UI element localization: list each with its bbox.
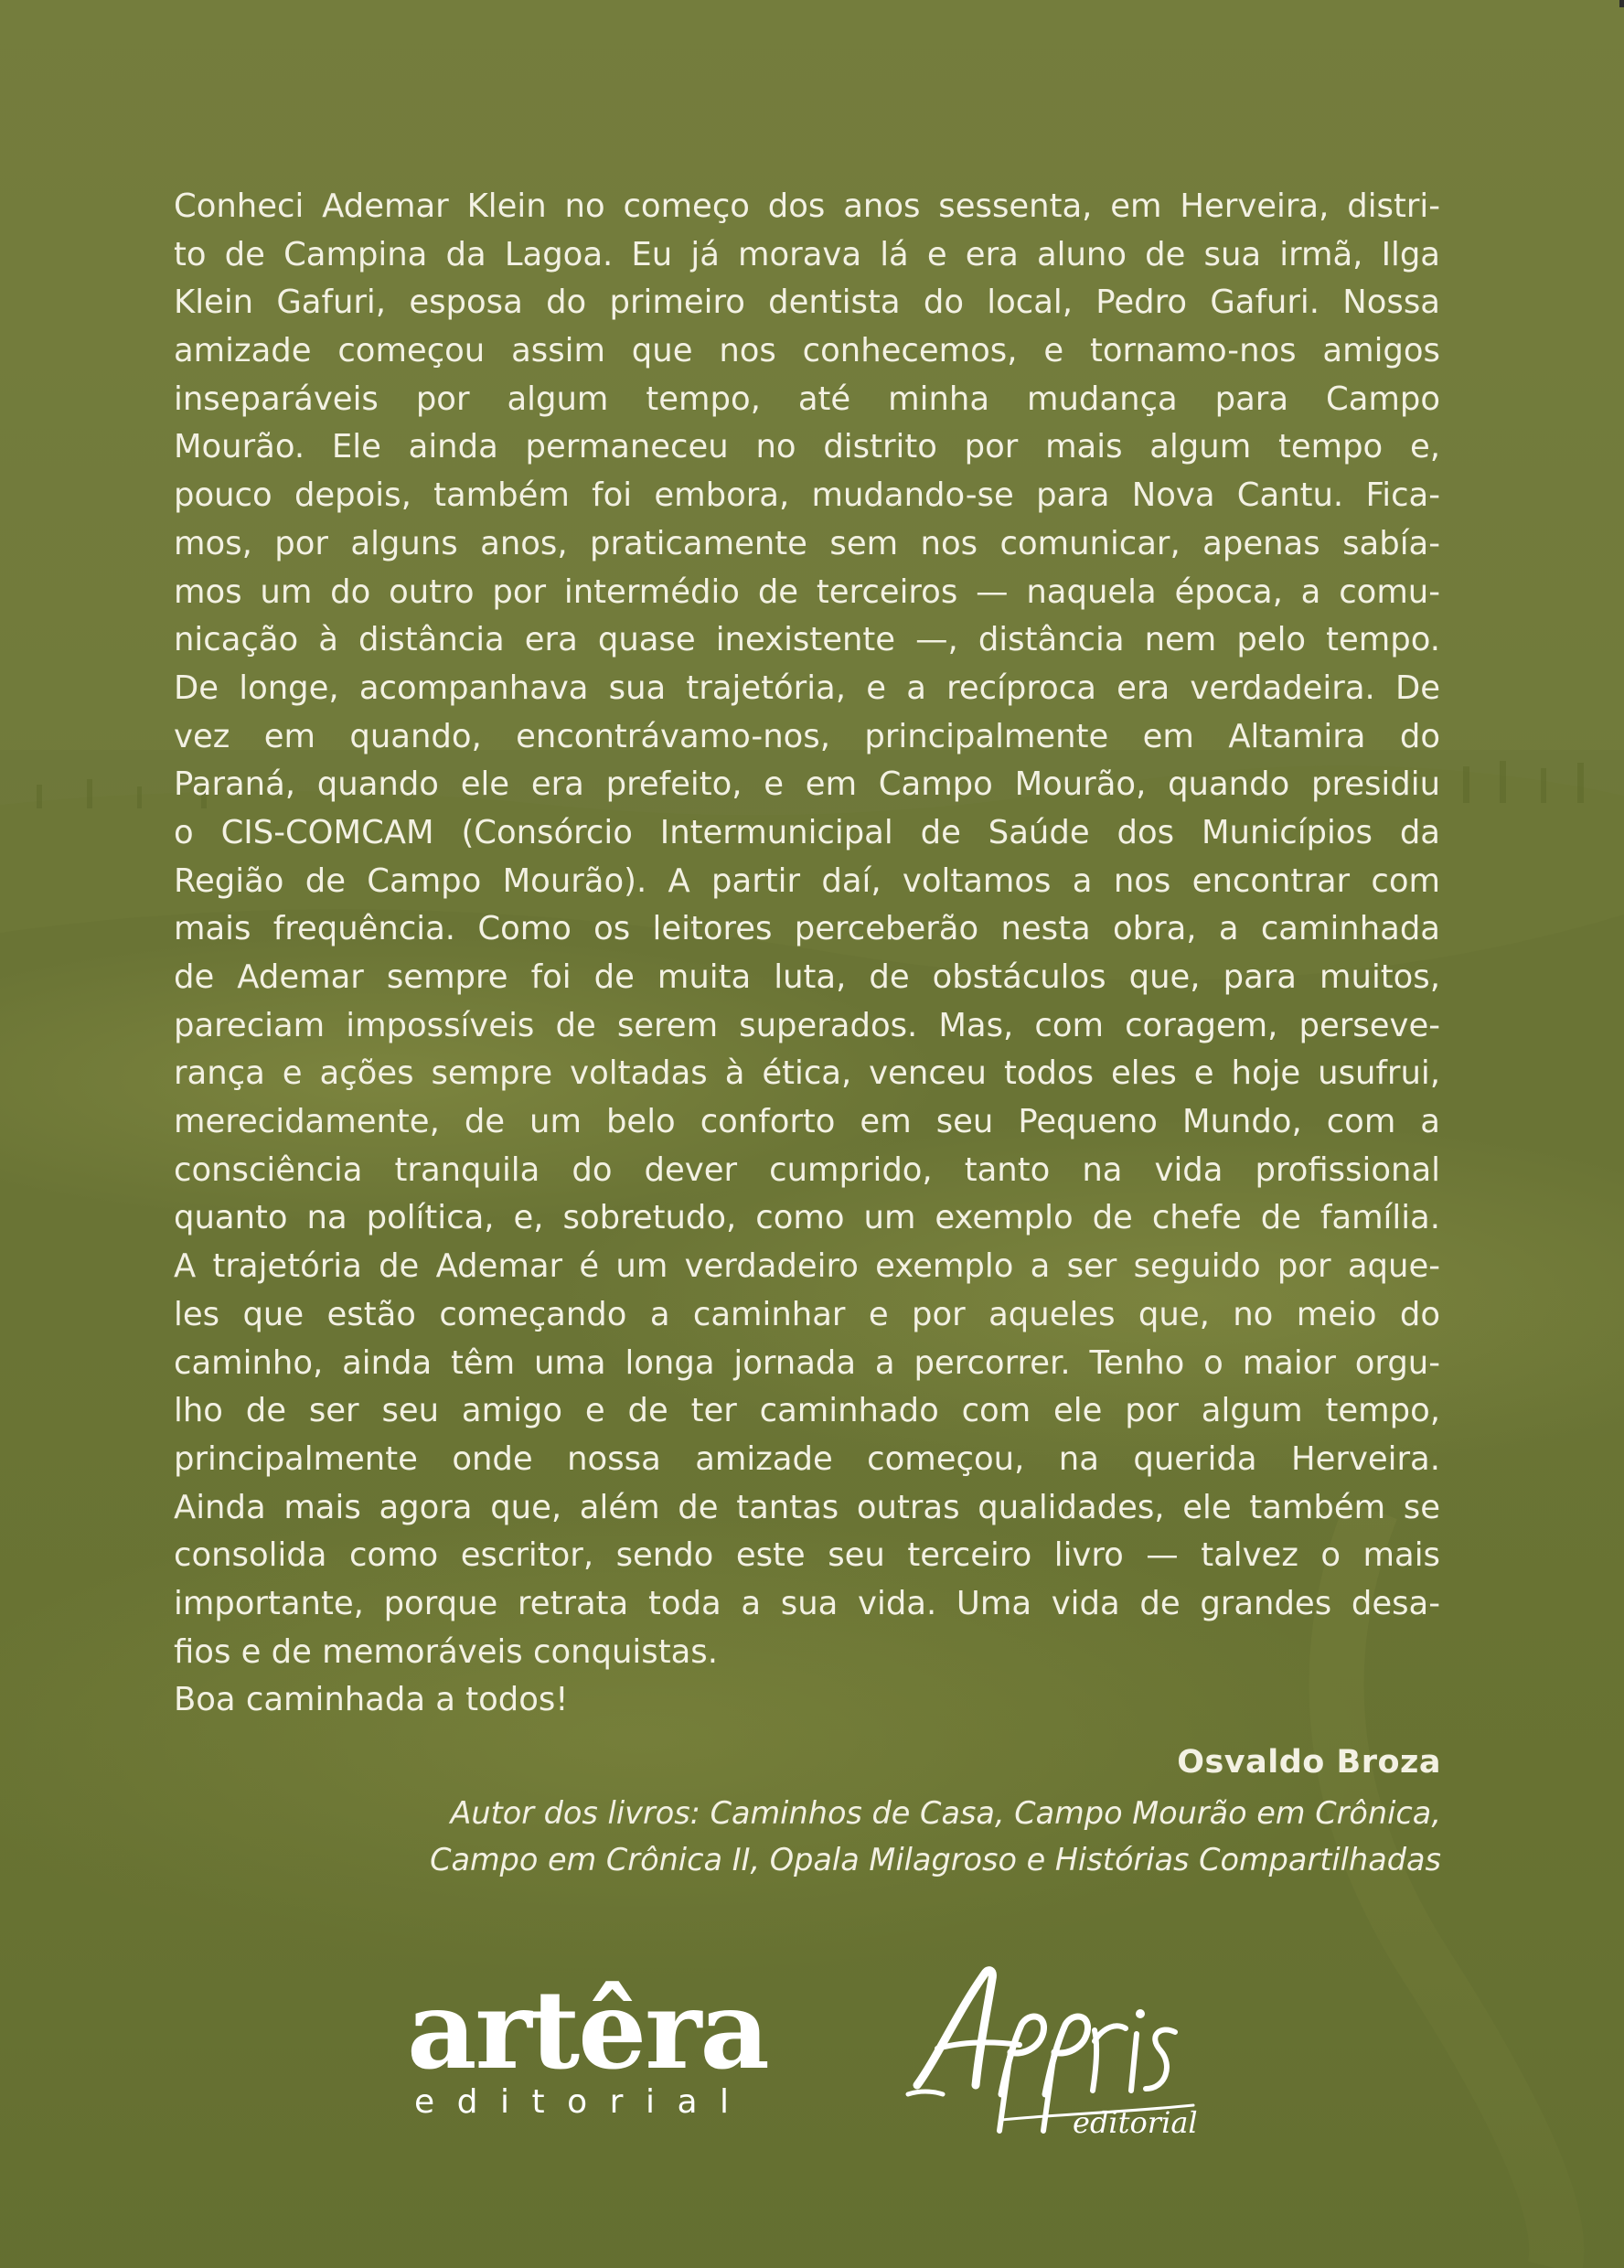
- body-text-line: mos, por alguns anos, praticamente sem nos comunicar, apenas sabía-: [174, 524, 1440, 562]
- body-text-line: Mourão. Ele ainda permaneceu no distrito por mais algum tempo e,: [174, 428, 1440, 466]
- body-text-line: consolida como escritor, sendo este seu terceiro livro — talvez o mais: [174, 1536, 1440, 1575]
- body-text-line: pouco depois, também foi embora, mudando-se para Nova Cantu. Fica-: [174, 476, 1440, 515]
- body-text-line: de Ademar sempre foi de muita luta, de obstáculos que, para muitos,: [174, 958, 1440, 996]
- appris-editorial-logo: [901, 1957, 1202, 2140]
- body-text-line: amizade começou assim que nos conhecemos, e tornamo-nos amigos: [174, 332, 1440, 370]
- body-text-line: mais frequência. Como os leitores perceberão nesta obra, a caminhada: [174, 910, 1440, 948]
- artera-editorial-logo: [407, 1966, 768, 2131]
- body-text-line: merecidamente, de um belo conforto em seu Pequeno Mundo, com a: [174, 1103, 1440, 1141]
- body-text-line: pareciam impossíveis de serem superados. Mas, com coragem, perseve-: [174, 1006, 1440, 1044]
- body-text-line: Klein Gafuri, esposa do primeiro dentista do local, Pedro Gafuri. Nossa: [174, 284, 1440, 322]
- body-text-line: Boa caminhada a todos!: [174, 1681, 569, 1719]
- body-text-line: fios e de memoráveis conquistas.: [174, 1632, 718, 1671]
- body-text-line: lho de ser seu amigo e de ter caminhado com ele por algum tempo,: [174, 1392, 1440, 1430]
- body-text-line: rança e ações sempre voltadas à ética, venceu todos eles e hoje usufrui,: [174, 1054, 1440, 1093]
- artera-logo-subtitle: editorial: [414, 2083, 752, 2121]
- body-text-line: vez em quando, encontrávamo-nos, principalmente em Altamira do: [174, 717, 1440, 755]
- body-text-line: les que estão começando a caminhar e por aqueles que, no meio do: [174, 1295, 1440, 1333]
- appris-logo-subtitle: editorial: [1073, 2105, 1198, 2140]
- body-text-line: importante, porque retrata toda a sua vida. Uma vida de grandes desa-: [174, 1584, 1440, 1622]
- foreword-text: [174, 183, 1440, 1725]
- body-text-line: consciência tranquila do dever cumprido, tanto na vida profissional: [174, 1150, 1440, 1189]
- crop-mark: [1619, 0, 1624, 7]
- body-text-line: Paraná, quando ele era prefeito, e em Campo Mourão, quando presidiu: [174, 765, 1440, 804]
- body-text-line: nicação à distância era quase inexistente —, distância nem pelo tempo.: [174, 621, 1440, 659]
- body-text-line: Região de Campo Mourão). A partir daí, voltamos a nos encontrar com: [174, 861, 1440, 900]
- author-name: Osvaldo Broza: [1177, 1744, 1441, 1781]
- author-credits: [430, 1790, 1441, 1883]
- body-text-line: principalmente onde nossa amizade começou, na querida Herveira.: [174, 1439, 1440, 1478]
- body-text-line: inseparáveis por algum tempo, até minha mudança para Campo: [174, 380, 1440, 418]
- body-text-line: quanto na política, e, sobretudo, como um exemplo de chefe de família.: [174, 1199, 1440, 1237]
- body-text-line: to de Campina da Lagoa. Eu já morava lá e era aluno de sua irmã, Ilga: [174, 235, 1440, 273]
- body-text-line: Conheci Ademar Klein no começo dos anos sessenta, em Herveira, distri-: [174, 187, 1440, 225]
- body-text-line: De longe, acompanhava sua trajetória, e a recíproca era verdadeira. De: [174, 669, 1440, 707]
- author-credits-line-2: Campo em Crônica II, Opala Milagroso e Histórias Compartilhadas: [430, 1842, 1441, 1878]
- body-text-line: o CIS-COMCAM (Consórcio Intermunicipal de Saúde dos Municípios da: [174, 813, 1440, 851]
- body-text-line: Ainda mais agora que, além de tantas outras qualidades, ele também se: [174, 1488, 1440, 1526]
- artera-logo-wordmark: artêra: [407, 1966, 768, 2093]
- body-text-line: A trajetória de Ademar é um verdadeiro exemplo a ser seguido por aque-: [174, 1247, 1440, 1286]
- author-credits-line-1: Autor dos livros: Caminhos de Casa, Campo Mourão em Crônica,: [450, 1795, 1441, 1831]
- body-text-line: mos um do outro por intermédio de terceiros — naquela época, a comu-: [174, 572, 1440, 611]
- body-text-line: caminho, ainda têm uma longa jornada a percorrer. Tenho o maior orgu-: [174, 1343, 1440, 1382]
